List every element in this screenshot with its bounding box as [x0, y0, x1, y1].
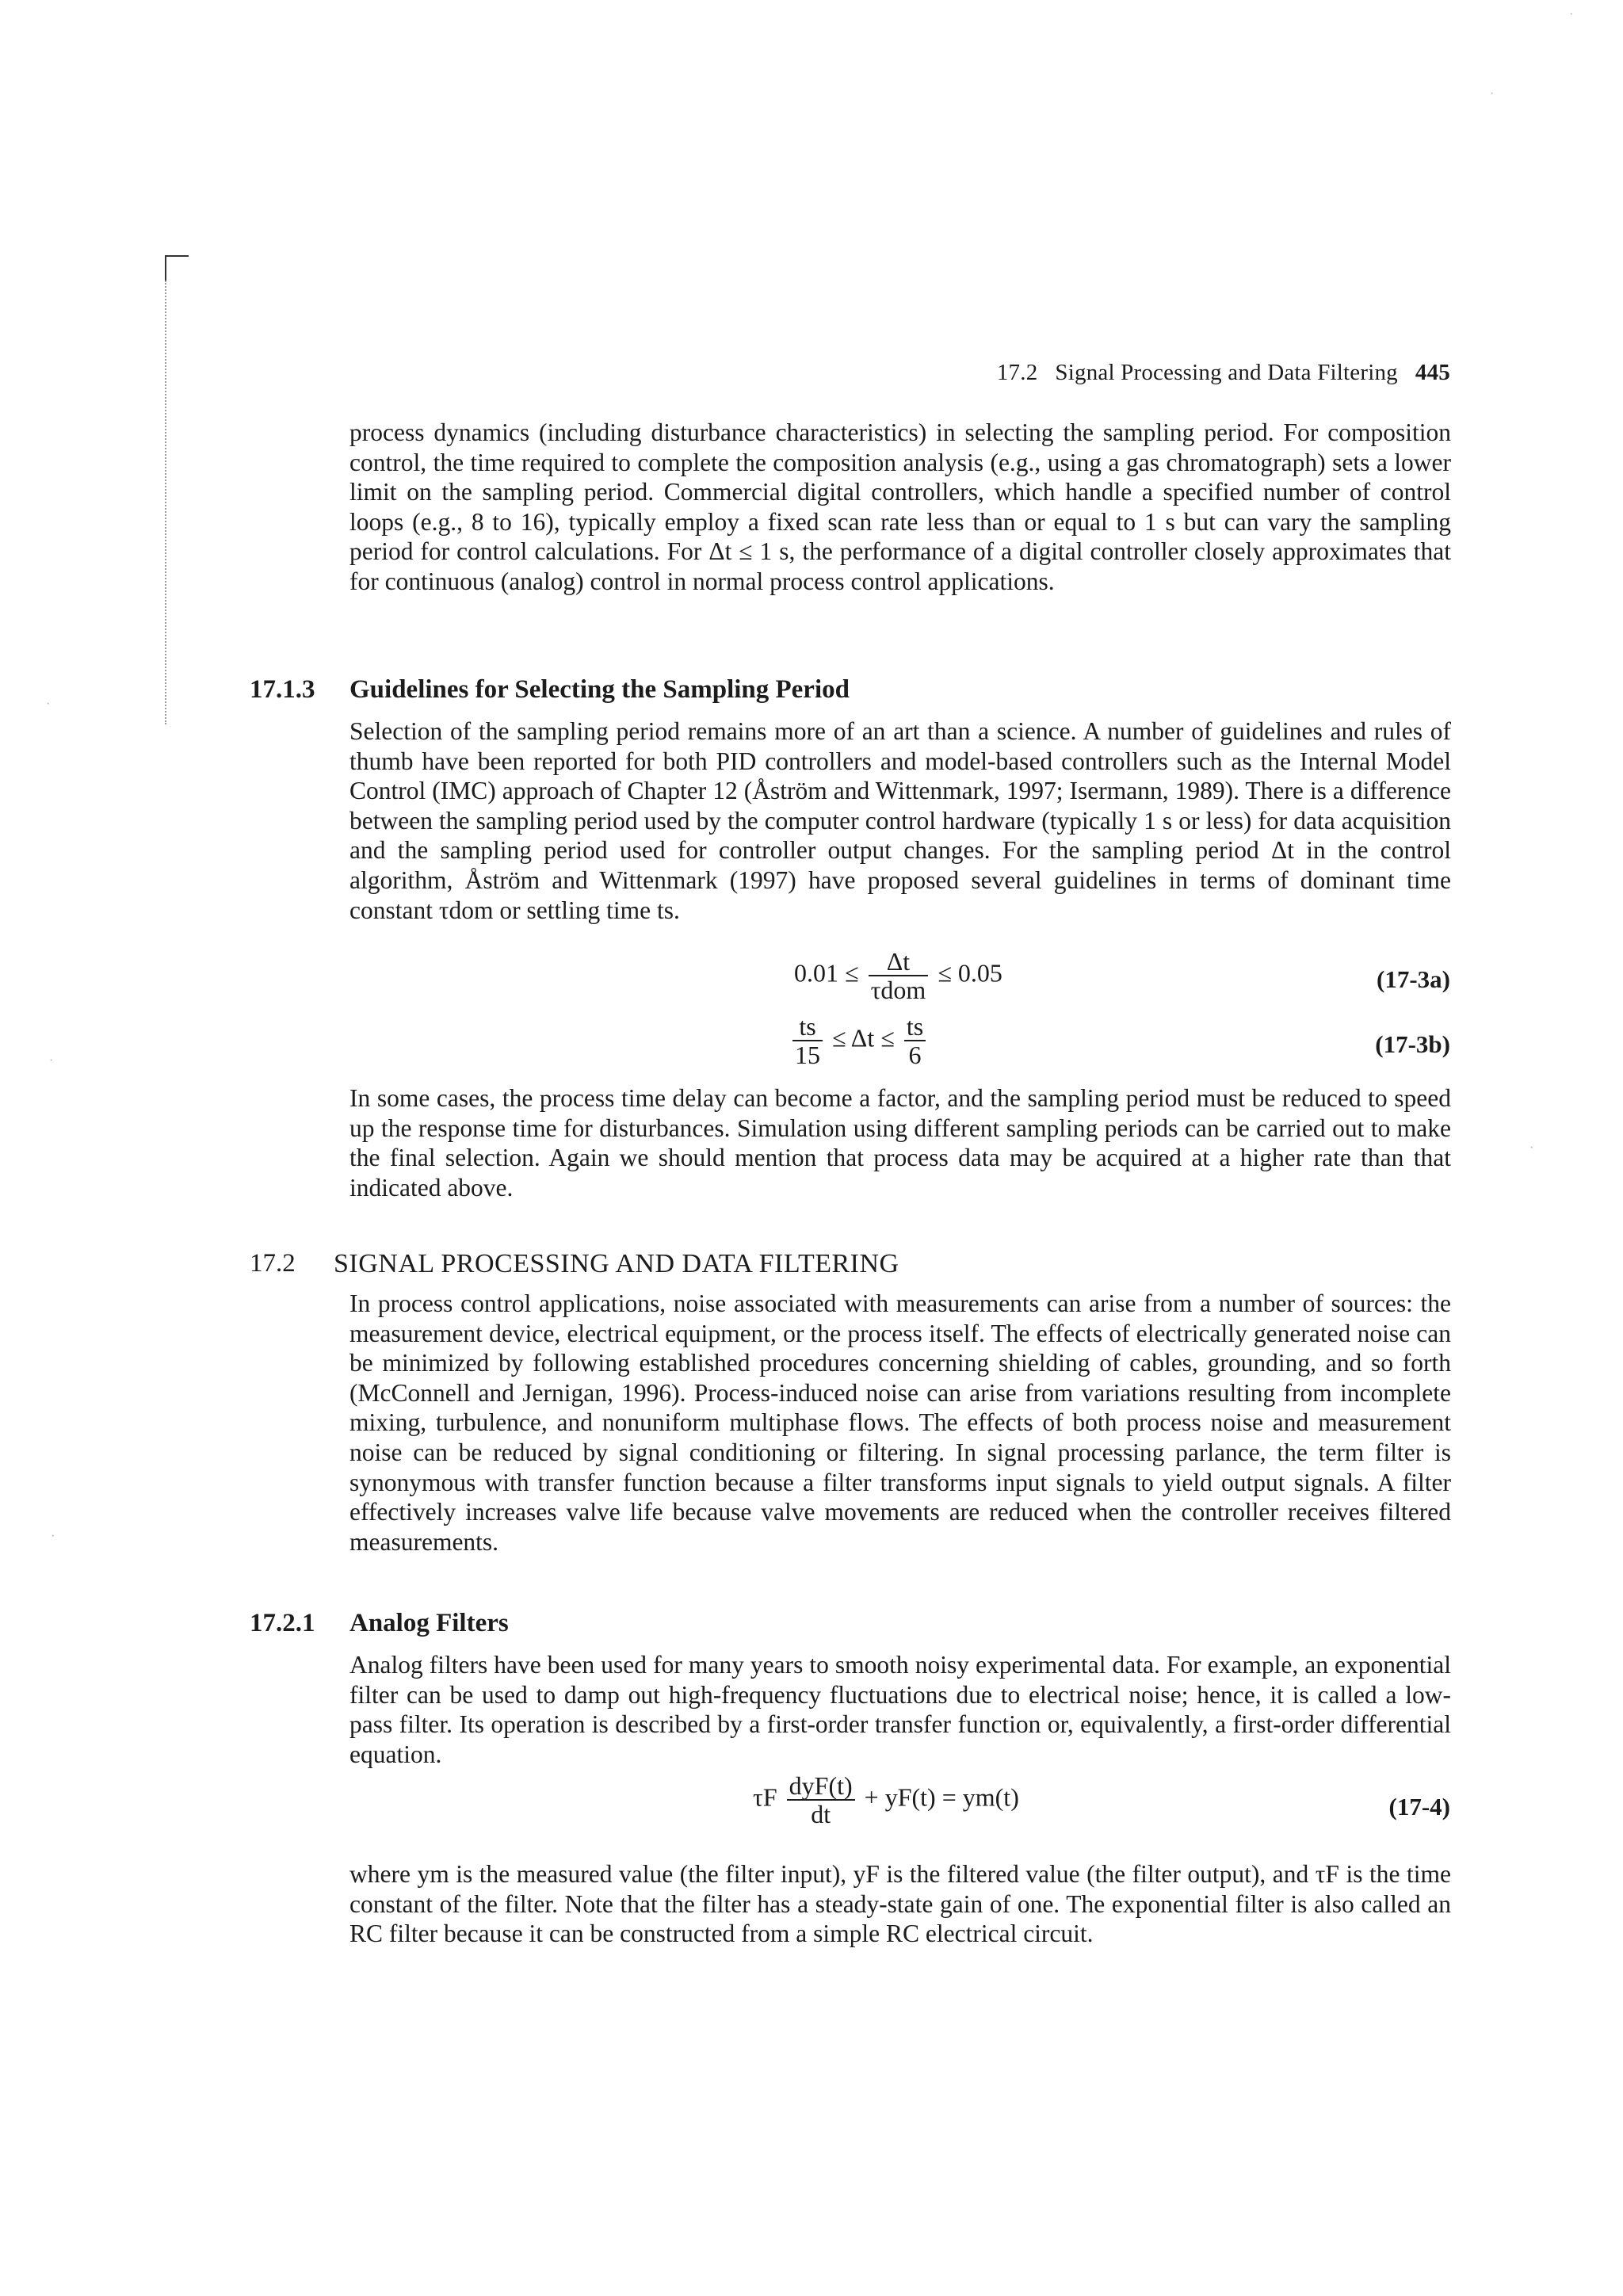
scan-speck: · [1529, 1141, 1534, 1155]
eq-3a-numerator: Δt [869, 948, 929, 976]
equation-17-3b [789, 1013, 929, 1068]
scan-speck: · [46, 697, 51, 711]
running-head-title: Signal Processing and Data Filtering [1055, 360, 1398, 385]
eq-3b-numerator-left: ts [792, 1013, 823, 1041]
section-number: 17.2 [250, 1249, 296, 1278]
eq-3b-denominator-right: 6 [908, 1041, 922, 1069]
eq-3b-denominator-left: 15 [795, 1041, 820, 1069]
section-title: SIGNAL PROCESSING AND DATA FILTERING [334, 1249, 899, 1278]
scan-speck: · [1490, 87, 1495, 101]
equation-17-4 [753, 1772, 1019, 1828]
signal-processing-paragraph: In process control applications, noise associated with measurements can arise from a number of sources: the measurement device, electrical equipment, or the process itself. The effects of electrically generated noise can be minimized by following established procedures concerning shielding of cables, grounding, and so forth (McConnell and Jernigan, 1996). Process-induced noise can arise from variations resulting from incomplete mixing, turbulence, and nonuniform multiphase flows. The effects of both process noise and measurement noise can be reduced by signal conditioning or filtering. In signal processing parlance, the term filter is synonymous with transfer function because a filter transforms input signals to yield output signals. A filter effectively increases valve life because valve movements are reduced when the controller receives filtered measurements. [349, 1289, 1451, 1556]
eq-4-numerator: dyF(t) [787, 1772, 855, 1801]
running-head-section: 17.2 [996, 360, 1038, 385]
eq-3a-right: ≤ 0.05 [938, 958, 1002, 988]
scan-speck: · [49, 1054, 54, 1068]
eq-4-fraction [787, 1772, 855, 1828]
eq-3b-fraction-left [792, 1013, 823, 1068]
page-corner-mark [165, 255, 189, 281]
eq-3a-left: 0.01 ≤ [794, 958, 859, 988]
scan-speck: · [1569, 8, 1574, 21]
section-title: Guidelines for Selecting the Sampling Period [349, 675, 850, 704]
equation-label-17-3a: (17-3a) [1377, 965, 1450, 993]
guidelines-paragraph: Selection of the sampling period remains more of an art than a science. A number of guidelines and rules of thumb have been reported for both PID controllers and model-based controllers such as the Internal Model Control (IMC) approach of Chapter 12 (Åström and Wittenmark, 1997; Isermann, 1989). There is a difference between the sampling period used by the computer control hardware (typically 1 s or less) for data acquisition and the sampling period used for controller output changes. For the sampling period Δt in the control algorithm, Åström and Wittenmark (1997) have proposed several guidelines in terms of dominant time constant τdom or settling time ts. [349, 717, 1451, 924]
section-title: Analog Filters [349, 1609, 509, 1637]
filter-definition-paragraph: where ym is the measured value (the filter input), yF is the filtered value (the filter output), and τF is the time constant of the filter. Note that the filter has a steady-state gain of one. The exponential filter is also called an RC filter because it can be constructed from a simple RC electrical circuit. [349, 1860, 1451, 1948]
running-head [997, 360, 1450, 386]
time-delay-paragraph: In some cases, the process time delay can become a factor, and the sampling period must be reduced to speed up the response time for disturbances. Simulation using different sampling periods can be carried out to make the final selection. Again we should mention that process data may be acquired at a higher rate than that indicated above. [349, 1084, 1451, 1201]
page-edge-line [165, 281, 166, 724]
equation-label-17-3b: (17-3b) [1375, 1030, 1450, 1058]
scan-speck: · [51, 1530, 55, 1543]
equation-label-17-4: (17-4) [1388, 1793, 1450, 1820]
page-number: 445 [1415, 360, 1450, 385]
analog-filters-paragraph: Analog filters have been used for many years to smooth noisy experimental data. For example, an exponential filter can be used to damp out high-frequency fluctuations due to electrical noise; hence, it is called a low-pass filter. Its operation is described by a first-order transfer function or, equivalently, a first-order differential equation. [349, 1651, 1451, 1768]
section-number: 17.2.1 [250, 1609, 315, 1637]
eq-3a-denominator: τdom [870, 976, 926, 1004]
eq-3b-fraction-right [904, 1013, 926, 1068]
section-number: 17.1.3 [250, 675, 315, 704]
intro-paragraph: process dynamics (including disturbance characteristics) in selecting the sampling period. For composition control, the time required to complete the composition analysis (e.g., using a gas chromatograph) sets a lower limit on the sampling period. Commercial digital controllers, which handle a specified number of control loops (e.g., 8 to 16), typically employ a fixed scan rate less than or equal to 1 s but can vary the sampling period for control calculations. For Δt ≤ 1 s, the performance of a digital controller closely approximates that for continuous (analog) control in normal process control applications. [349, 418, 1451, 595]
eq-4-rest: + yF(t) = ym(t) [864, 1782, 1019, 1812]
eq-3b-numerator-right: ts [904, 1013, 926, 1041]
eq-4-tau: τF [753, 1782, 777, 1812]
eq-3b-middle: ≤ Δt ≤ [832, 1023, 895, 1052]
eq-3a-fraction [869, 948, 929, 1003]
equation-17-3a [794, 948, 1002, 1003]
eq-4-denominator: dt [811, 1800, 831, 1828]
